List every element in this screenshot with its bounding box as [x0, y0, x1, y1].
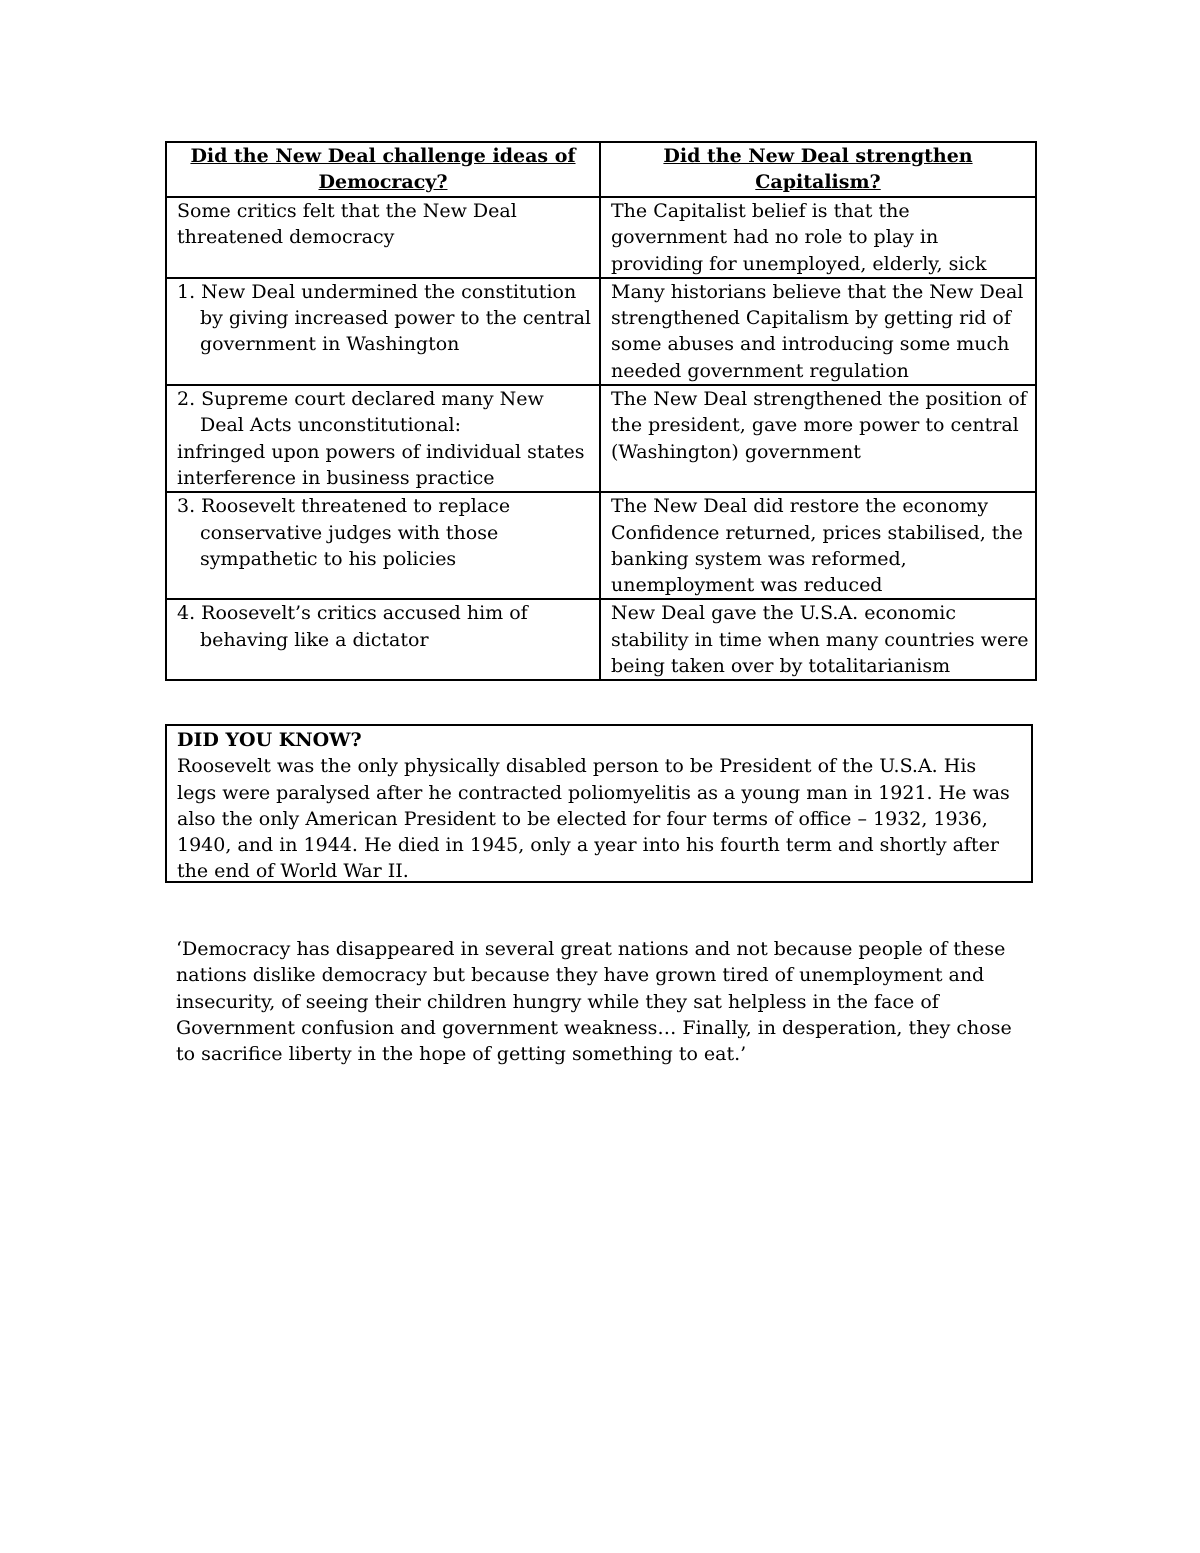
intro-democracy: Some critics felt that the New Deal threatened democracy — [166, 197, 600, 278]
did-you-know-body: Roosevelt was the only physically disabled person to be President of the U.S.A. His legs were paralysed after he contracted poliomyelitis as a young man in 1921. He was also the only American President to be elected for four terms of office – 1932, 1936, 1940, and in 1944. He died in 1945, only a year into his fourth term and shortly after the end of World War II. — [177, 755, 1010, 883]
democracy-point-text: 4. Roosevelt’s critics accused him of behaving like a dictator — [177, 602, 528, 651]
democracy-point-3 — [166, 492, 600, 599]
roosevelt-quote: ‘Democracy has disappeared in several great nations and not because people of these nations dislike democracy but because they have grown tired of unemployment and insecurity, of seeing their children hungry while they sat helpless in the face of Government confusion and government weakness… Finally, in desperation, they chose to sacrifice liberty in the hope of getting something to eat.’ — [176, 938, 1012, 1066]
comparison-table — [165, 141, 1037, 681]
table-row — [166, 599, 1036, 680]
capitalism-point-1: Many historians believe that the New Deal strengthened Capitalism by getting rid of some abuses and introducing some much needed government regulation — [600, 278, 1036, 385]
capitalism-point-2: The New Deal strengthened the position of the president, gave more power to central (Washington) government — [600, 385, 1036, 492]
democracy-point-text: 2. Supreme court declared many New Deal Acts unconstitutional: — [177, 388, 544, 437]
did-you-know-heading: DID YOU KNOW? — [177, 729, 362, 751]
table-header-row — [166, 142, 1036, 197]
democracy-point-1 — [166, 278, 600, 385]
democracy-point-detail: interference in business practice — [177, 466, 495, 489]
democracy-point-2 — [166, 385, 600, 492]
table-row — [166, 278, 1036, 385]
democracy-point-text: 1. New Deal undermined the constitution by giving increased power to the central government in Washington — [177, 280, 591, 356]
capitalism-point-4: New Deal gave the U.S.A. economic stability in time when many countries were being taken over by totalitarianism — [600, 599, 1036, 680]
header-capitalism: Did the New Deal strengthen Capitalism? — [600, 142, 1036, 197]
capitalism-point-3: The New Deal did restore the economy Confidence returned, prices stabilised, the banking system was reformed, unemployment was reduced — [600, 492, 1036, 599]
table-row — [166, 492, 1036, 599]
did-you-know-box — [165, 724, 1033, 883]
democracy-point-4 — [166, 599, 600, 680]
democracy-point-detail: infringed upon powers of individual states — [177, 440, 585, 463]
table-row — [166, 197, 1036, 278]
table-row — [166, 385, 1036, 492]
header-democracy: Did the New Deal challenge ideas of Democracy? — [166, 142, 600, 197]
intro-capitalism: The Capitalist belief is that the government had no role to play in providing for unemployed, elderly, sick — [600, 197, 1036, 278]
democracy-point-text: 3. Roosevelt threatened to replace conservative judges with those sympathetic to his policies — [177, 495, 511, 570]
